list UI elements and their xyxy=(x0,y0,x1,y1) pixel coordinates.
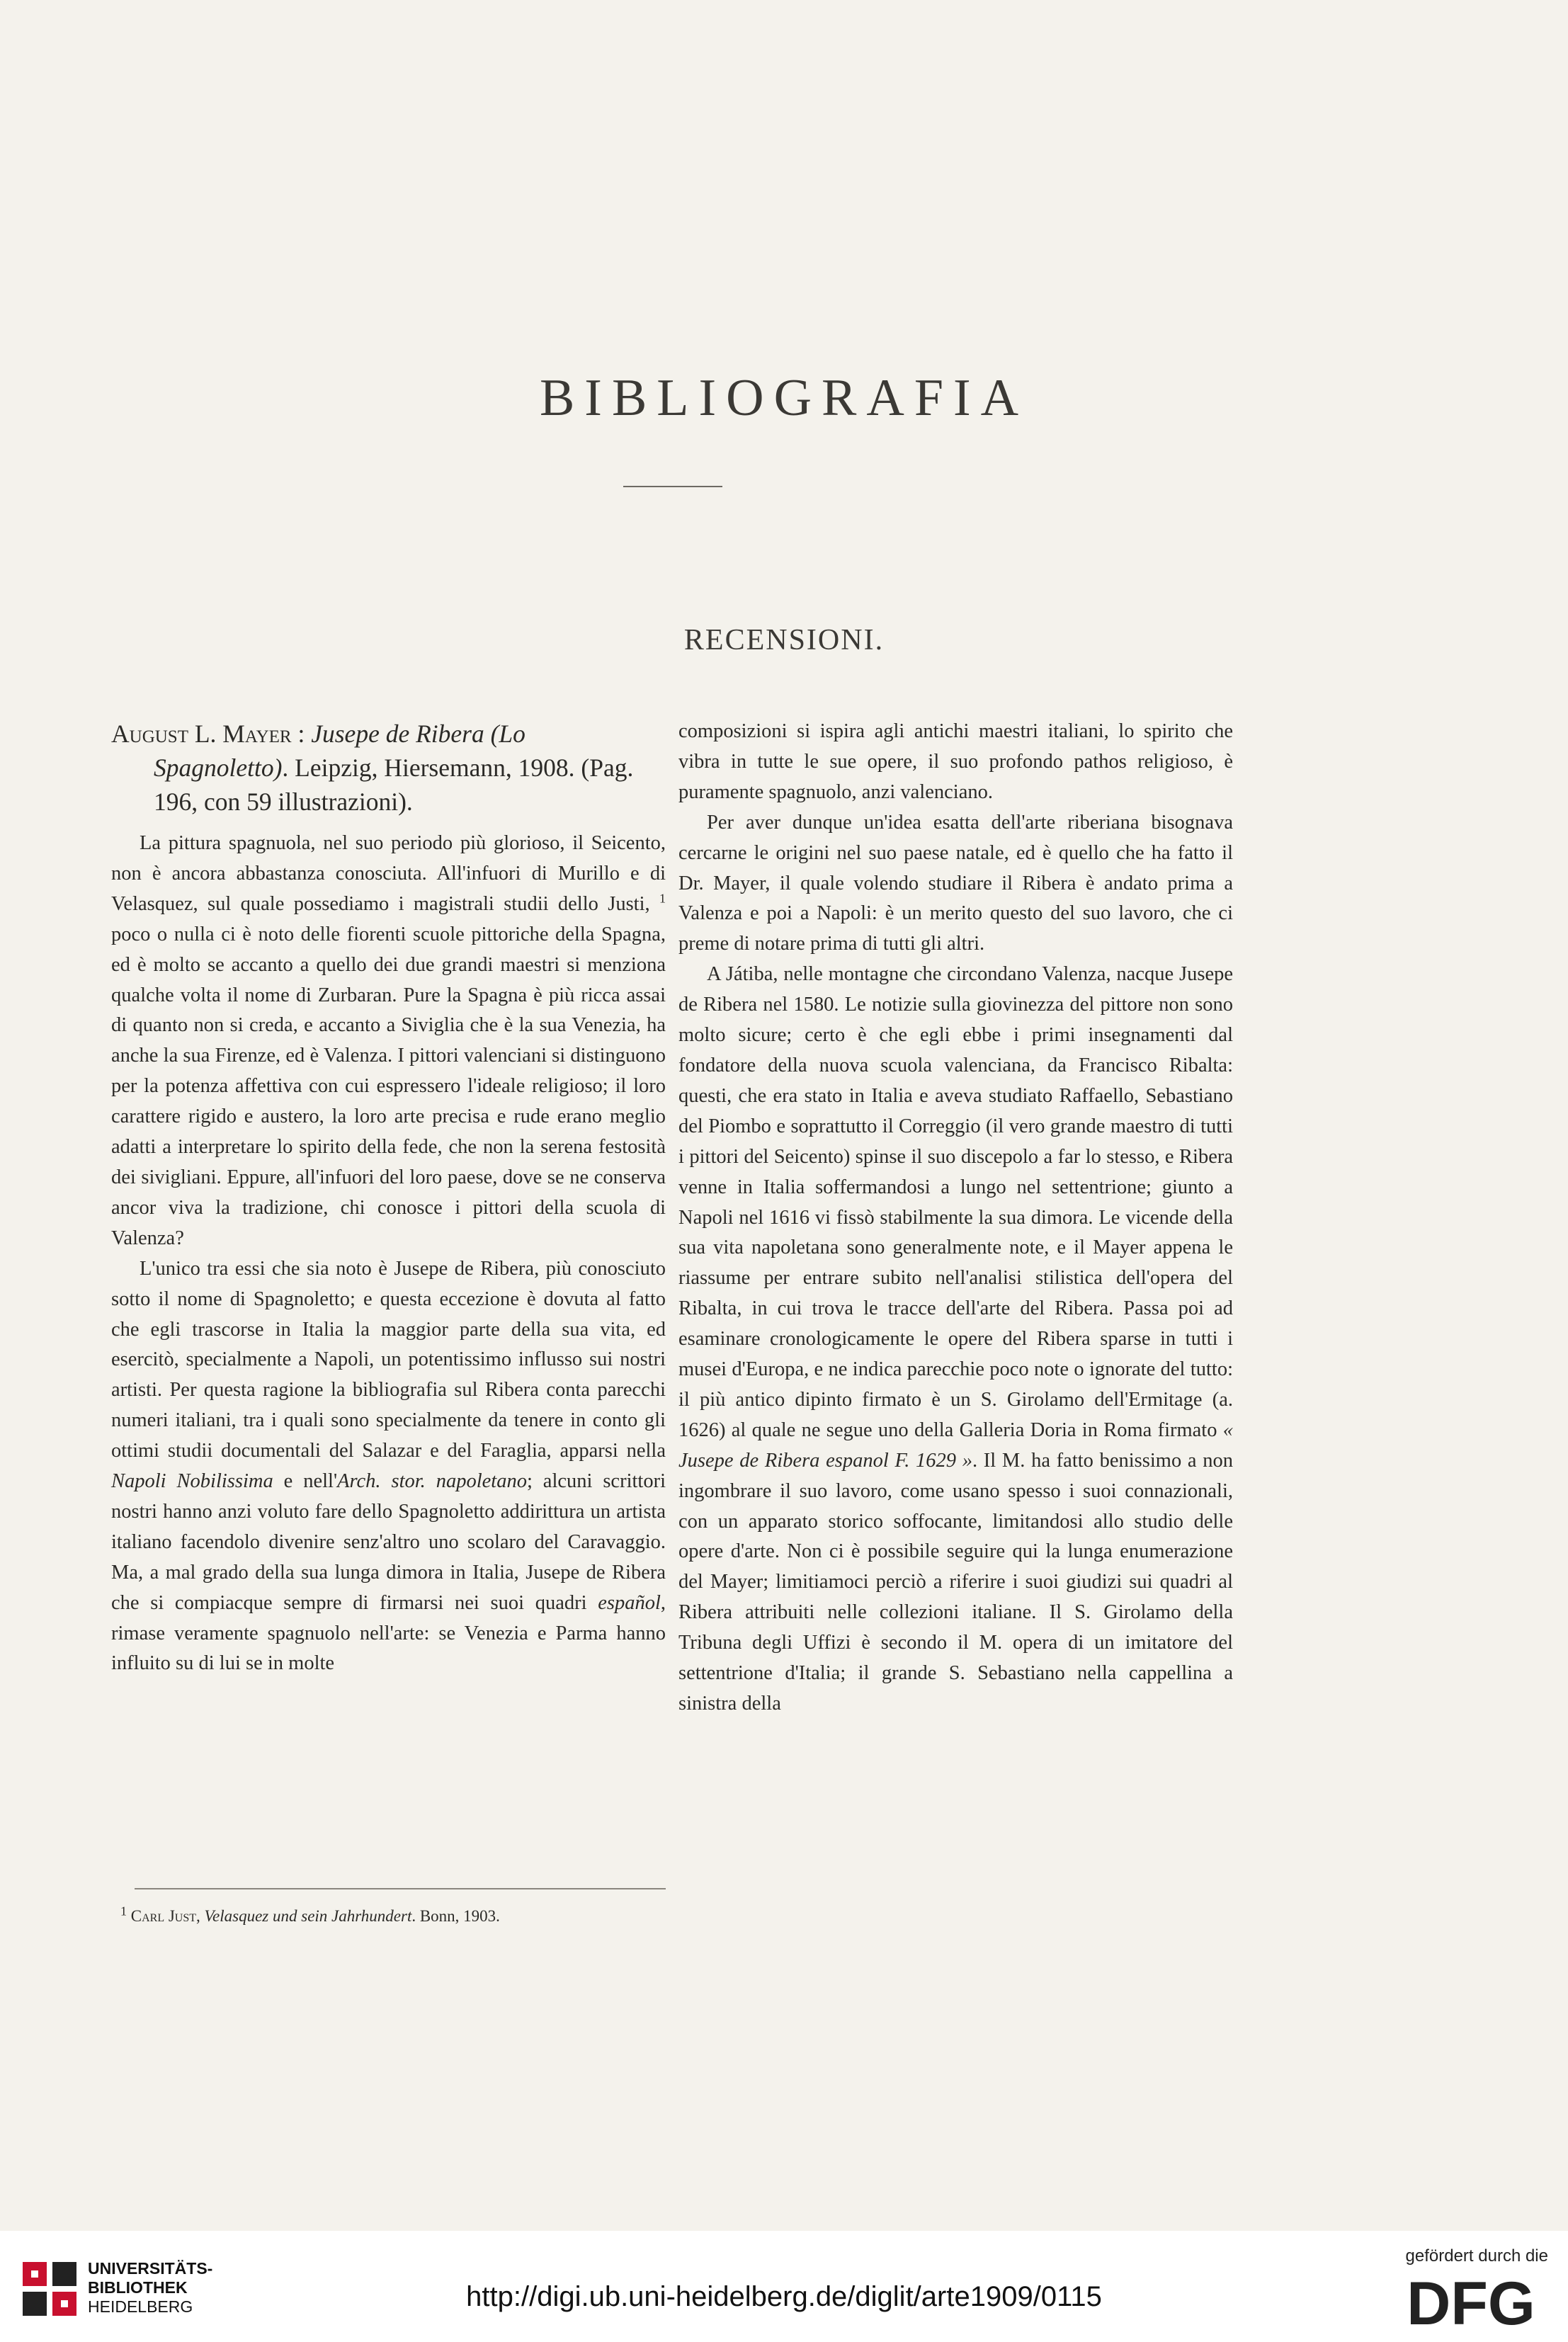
journal-title: Napoli Nobilissima xyxy=(111,1470,273,1493)
footnote-author: Carl Just xyxy=(130,1907,197,1925)
right-column xyxy=(678,717,1233,1719)
footnote-divider xyxy=(135,1888,666,1889)
title-divider xyxy=(623,486,722,487)
paragraph xyxy=(678,960,1233,1719)
footnote-work: Velasquez und sein Jahrhundert xyxy=(204,1907,412,1925)
journal-title: Arch. stor. napoletano xyxy=(337,1470,527,1493)
review-separator: : xyxy=(291,720,312,748)
paragraph: Per aver dunque un'idea esatta dell'arte riberiana bisognava cercarne le origini nel suo paese natale, ed è quello che ha fatto il Dr. Mayer, il quale volendo studiare il Ribera è andato prima a Valenza e poi a Napoli: è un merito questo del suo lavoro, che ci preme di notare prima di tutti gli altri. xyxy=(678,811,1233,955)
paragraph xyxy=(111,1254,666,1680)
paragraph-text: , rimase veramente spagnuolo nell'arte: se Venezia e Parma hanno influito su di lui se in molte xyxy=(111,1591,666,1675)
dfg-logo-icon[interactable] xyxy=(1394,2275,1548,2331)
paragraph-text: ; alcuni scrittori nostri hanno anzi voluto fare dello Spagnoletto addirittura un artista italiano facendolo divenire senz'altro uno scolaro del Caravaggio. Ma, a mal grado della sua lunga dimora in Italia, Jusepe de Ribera che si compiacque sempre di firmarsi nei suoi quadri xyxy=(111,1470,666,1614)
paragraph-text: A Játiba, nelle montagne che circondano Valenza, nacque Jusepe de Ribera nel 1580. Le notizie sulla giovinezza del pittore non sono molto sicure; certo è che egli ebbe i primi insegnamenti dal fondatore della nuova scuola valenciana, da Francisco Ribalta: questi, che era stato in Italia e aveva studiato Raffaello, Sebastiano del Piombo e soprattutto il Correggio (il vero grande maestro di tutti i pittori del Seicento) spinse il suo discepolo a far lo stesso, e Ribera venne in Italia soffermandosi a lungo nel settentrione; giunto a Napoli nel 1616 vi fissò stabilmente la sua dimora. Le vicende della sua vita napoletana sono generalmente note, e il Mayer appena le riassume per entrare subito nell'analisi stilistica dell'opera del Ribalta, in cui trova le tracce dell'arte del Ribera. Passa poi ad esaminare cronologicamente le opere del Ribera sparse in tutti i musei d'Europa, e ne indica parecchie poco note o ignorate del tutto: il più antico dipinto firmato è un S. Girolamo dell'Ermitage (a. 1626) al quale ne segue uno della Galleria Doria in Roma firmato xyxy=(678,963,1233,1441)
paragraph xyxy=(111,829,666,1254)
paragraph-text: . Il M. ha fatto benissimo a non ingombrare il suo lavoro, come usano spesso i suoi connazionali, con un apparato storico soffocante, limitandosi allo studio delle opere d'arte. Non ci è possibile seguire qui la lunga enumerazione del Mayer; limitiamoci perciò a riferire i suoi giudizi sui quadri al Ribera attribuiti nelle collezioni italiane. Il S. Girolamo della Tribuna degli Uffizi è secondo il M. opera di un imitatore del settentrione d'Italia; il grande S. Sebastiano nella cappellina a sinistra della xyxy=(678,1449,1233,1715)
footnote: $^1$ Carl Just, Velasquez und sein Jahrhundert. Bonn, 1903. xyxy=(120,1904,500,1925)
footnote-place-year: . Bonn, 1903. xyxy=(411,1907,500,1925)
library-name-line: UNIVERSITÄTS- xyxy=(88,2259,213,2278)
paragraph: composizioni si ispira agli antichi maestri italiani, lo spirito che vibra in tutte le sue opere, il suo profondo pathos religioso, è puramente spagnuolo, anzi valenciano. xyxy=(678,720,1233,803)
inscription-quote: « Jusepe de Ribera espanol F. 1629 » xyxy=(678,1419,1234,1472)
review-heading xyxy=(111,717,666,819)
review-book-title: Jusepe de Ribera xyxy=(311,720,484,748)
review-pages: (Pag. 196, con 59 illustrazioni). xyxy=(154,754,634,816)
review-subtitle: (Lo Spagnoletto) xyxy=(154,720,525,782)
footnote-reference: 1 xyxy=(659,891,666,906)
review-publisher: . Leipzig, Hiersemann, 1908. xyxy=(282,754,575,782)
page-title: BIBLIOGRAFIA xyxy=(539,369,1029,427)
permalink-url[interactable]: http://digi.ub.uni-heidelberg.de/diglit/arte1909/0115 xyxy=(466,2281,1102,2312)
review-author: August L. Mayer xyxy=(111,720,292,748)
paragraph-text: L'unico tra essi che sia noto è Jusepe de Ribera, più conosciuto sotto il nome di Spagnoletto; e questa eccezione è dovuta al fatto che egli trascorse in Italia la maggior parte della sua vita, ed esercitò, specialmente a Napoli, un potentissimo influsso sui nostri artisti. Per questa ragione la bibliografia sul Ribera conta parecchi numeri italiani, tra i quali sono specialmente da tenere in conto gli ottimi studii documentali del Salazar e del Faraglia, apparsi nella xyxy=(111,1257,666,1462)
paragraph-text: e nell' xyxy=(283,1470,338,1493)
section-title: RECENSIONI. xyxy=(683,624,885,656)
paragraph-text: La pittura spagnuola, nel suo periodo più glorioso, il Seicento, non è ancora abbastanza conosciuta. All'infuori di Murillo e di Velasquez, sul quale possediamo i magistrali studii dello Justi, xyxy=(111,832,666,915)
dfg-logo-text: DFG xyxy=(1407,2275,1535,2331)
italic-word: español xyxy=(598,1591,661,1614)
paragraph-text: poco o nulla ci è noto delle fiorenti scuole pittoriche della Spagna, ed è molto se accanto a quello dei due grandi maestri si menziona qualche volta il nome di Zurbaran. Pure la Spagna è più ricca assai di quanto non si creda, e accanto a Siviglia che è la sua Venezia, ha anche la sua Firenze, ed è Valenza. I pittori valenciani si distinguono per la potenza affettiva con cui espressero l'ideale religioso; il loro carattere rigido e austero, la loro arte precisa e rude erano meglio adatti a interpretare lo spirito della fede, che non la serena festosità dei sivigliani. Eppure, all'infuori del loro paese, dove se ne conserva ancor viva la tradizione, chi conosce i pittori della scuola di Valenza? xyxy=(111,923,666,1249)
library-name-line: HEIDELBERG xyxy=(88,2297,193,2316)
left-column xyxy=(111,717,666,1679)
library-name-line: BIBLIOTHEK xyxy=(88,2278,188,2297)
footnote-number: 1 xyxy=(120,1904,127,1918)
funder-label: gefördert durch die xyxy=(1405,2246,1548,2266)
